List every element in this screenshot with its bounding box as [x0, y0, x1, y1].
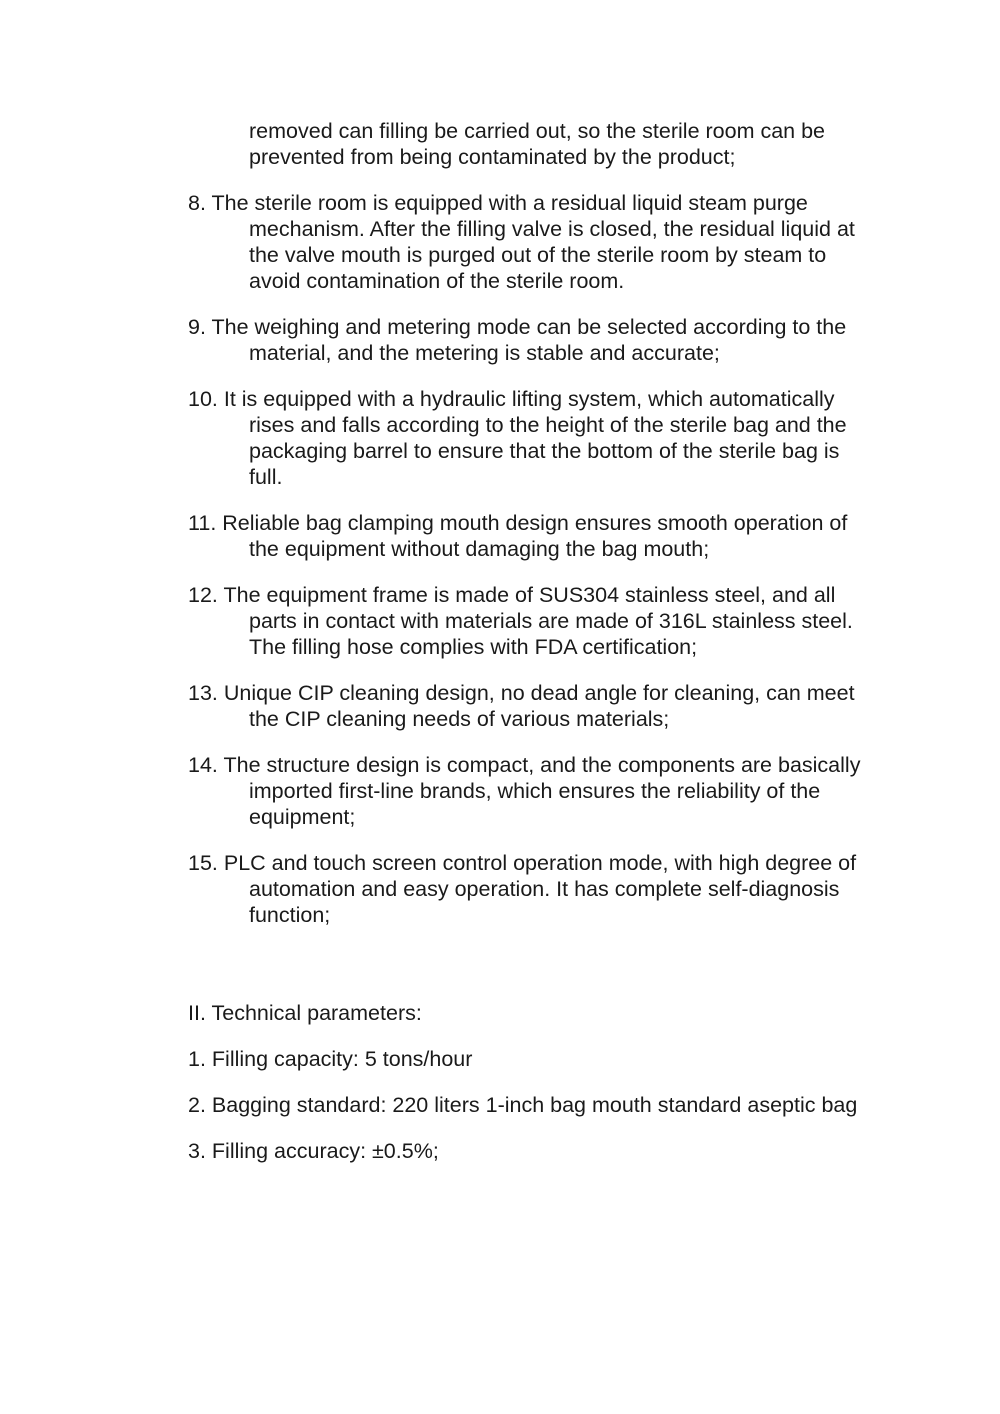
feature-item-9: 9. The weighing and metering mode can be selected according to the material, and the metering is stable and accurate; — [188, 315, 847, 365]
feature-item-12: 12. The equipment frame is made of SUS304 stainless steel, and all parts in contact with materials are made of 316L stainless steel. The filling hose complies with FDA certification; — [188, 583, 853, 659]
parameter-item-1: 1. Filling capacity: 5 tons/hour — [188, 1047, 473, 1071]
feature-item-10: 10. It is equipped with a hydraulic lifting system, which automatically rises and falls according to the height of the sterile bag and the packaging barrel to ensure that the bottom of the sterile bag is full. — [188, 387, 847, 489]
section-spacer — [188, 948, 868, 1000]
feature-item-8: 8. The sterile room is equipped with a residual liquid steam purge mechanism. After the filling valve is closed, the residual liquid at the valve mouth is purged out of the sterile room by steam to avoid contamination of the sterile room. — [188, 191, 855, 293]
parameter-item-3: 3. Filling accuracy: ±0.5%; — [188, 1139, 439, 1163]
continuation-paragraph: removed can filling be carried out, so the sterile room can be prevented from being contaminated by the product; — [249, 119, 826, 169]
feature-item-13: 13. Unique CIP cleaning design, no dead angle for cleaning, can meet the CIP cleaning needs of various materials; — [188, 681, 855, 731]
parameter-item-2: 2. Bagging standard: 220 liters 1-inch bag mouth standard aseptic bag — [188, 1093, 858, 1117]
feature-item-11: 11. Reliable bag clamping mouth design ensures smooth operation of the equipment without damaging the bag mouth; — [188, 511, 848, 561]
document-page — [188, 118, 868, 1184]
feature-item-15: 15. PLC and touch screen control operation mode, with high degree of automation and easy operation. It has complete self-diagnosis function; — [188, 851, 857, 927]
feature-item-14: 14. The structure design is compact, and the components are basically imported first-line brands, which ensures the reliability of the equipment; — [188, 753, 861, 829]
section-heading: II. Technical parameters: — [188, 1001, 422, 1025]
